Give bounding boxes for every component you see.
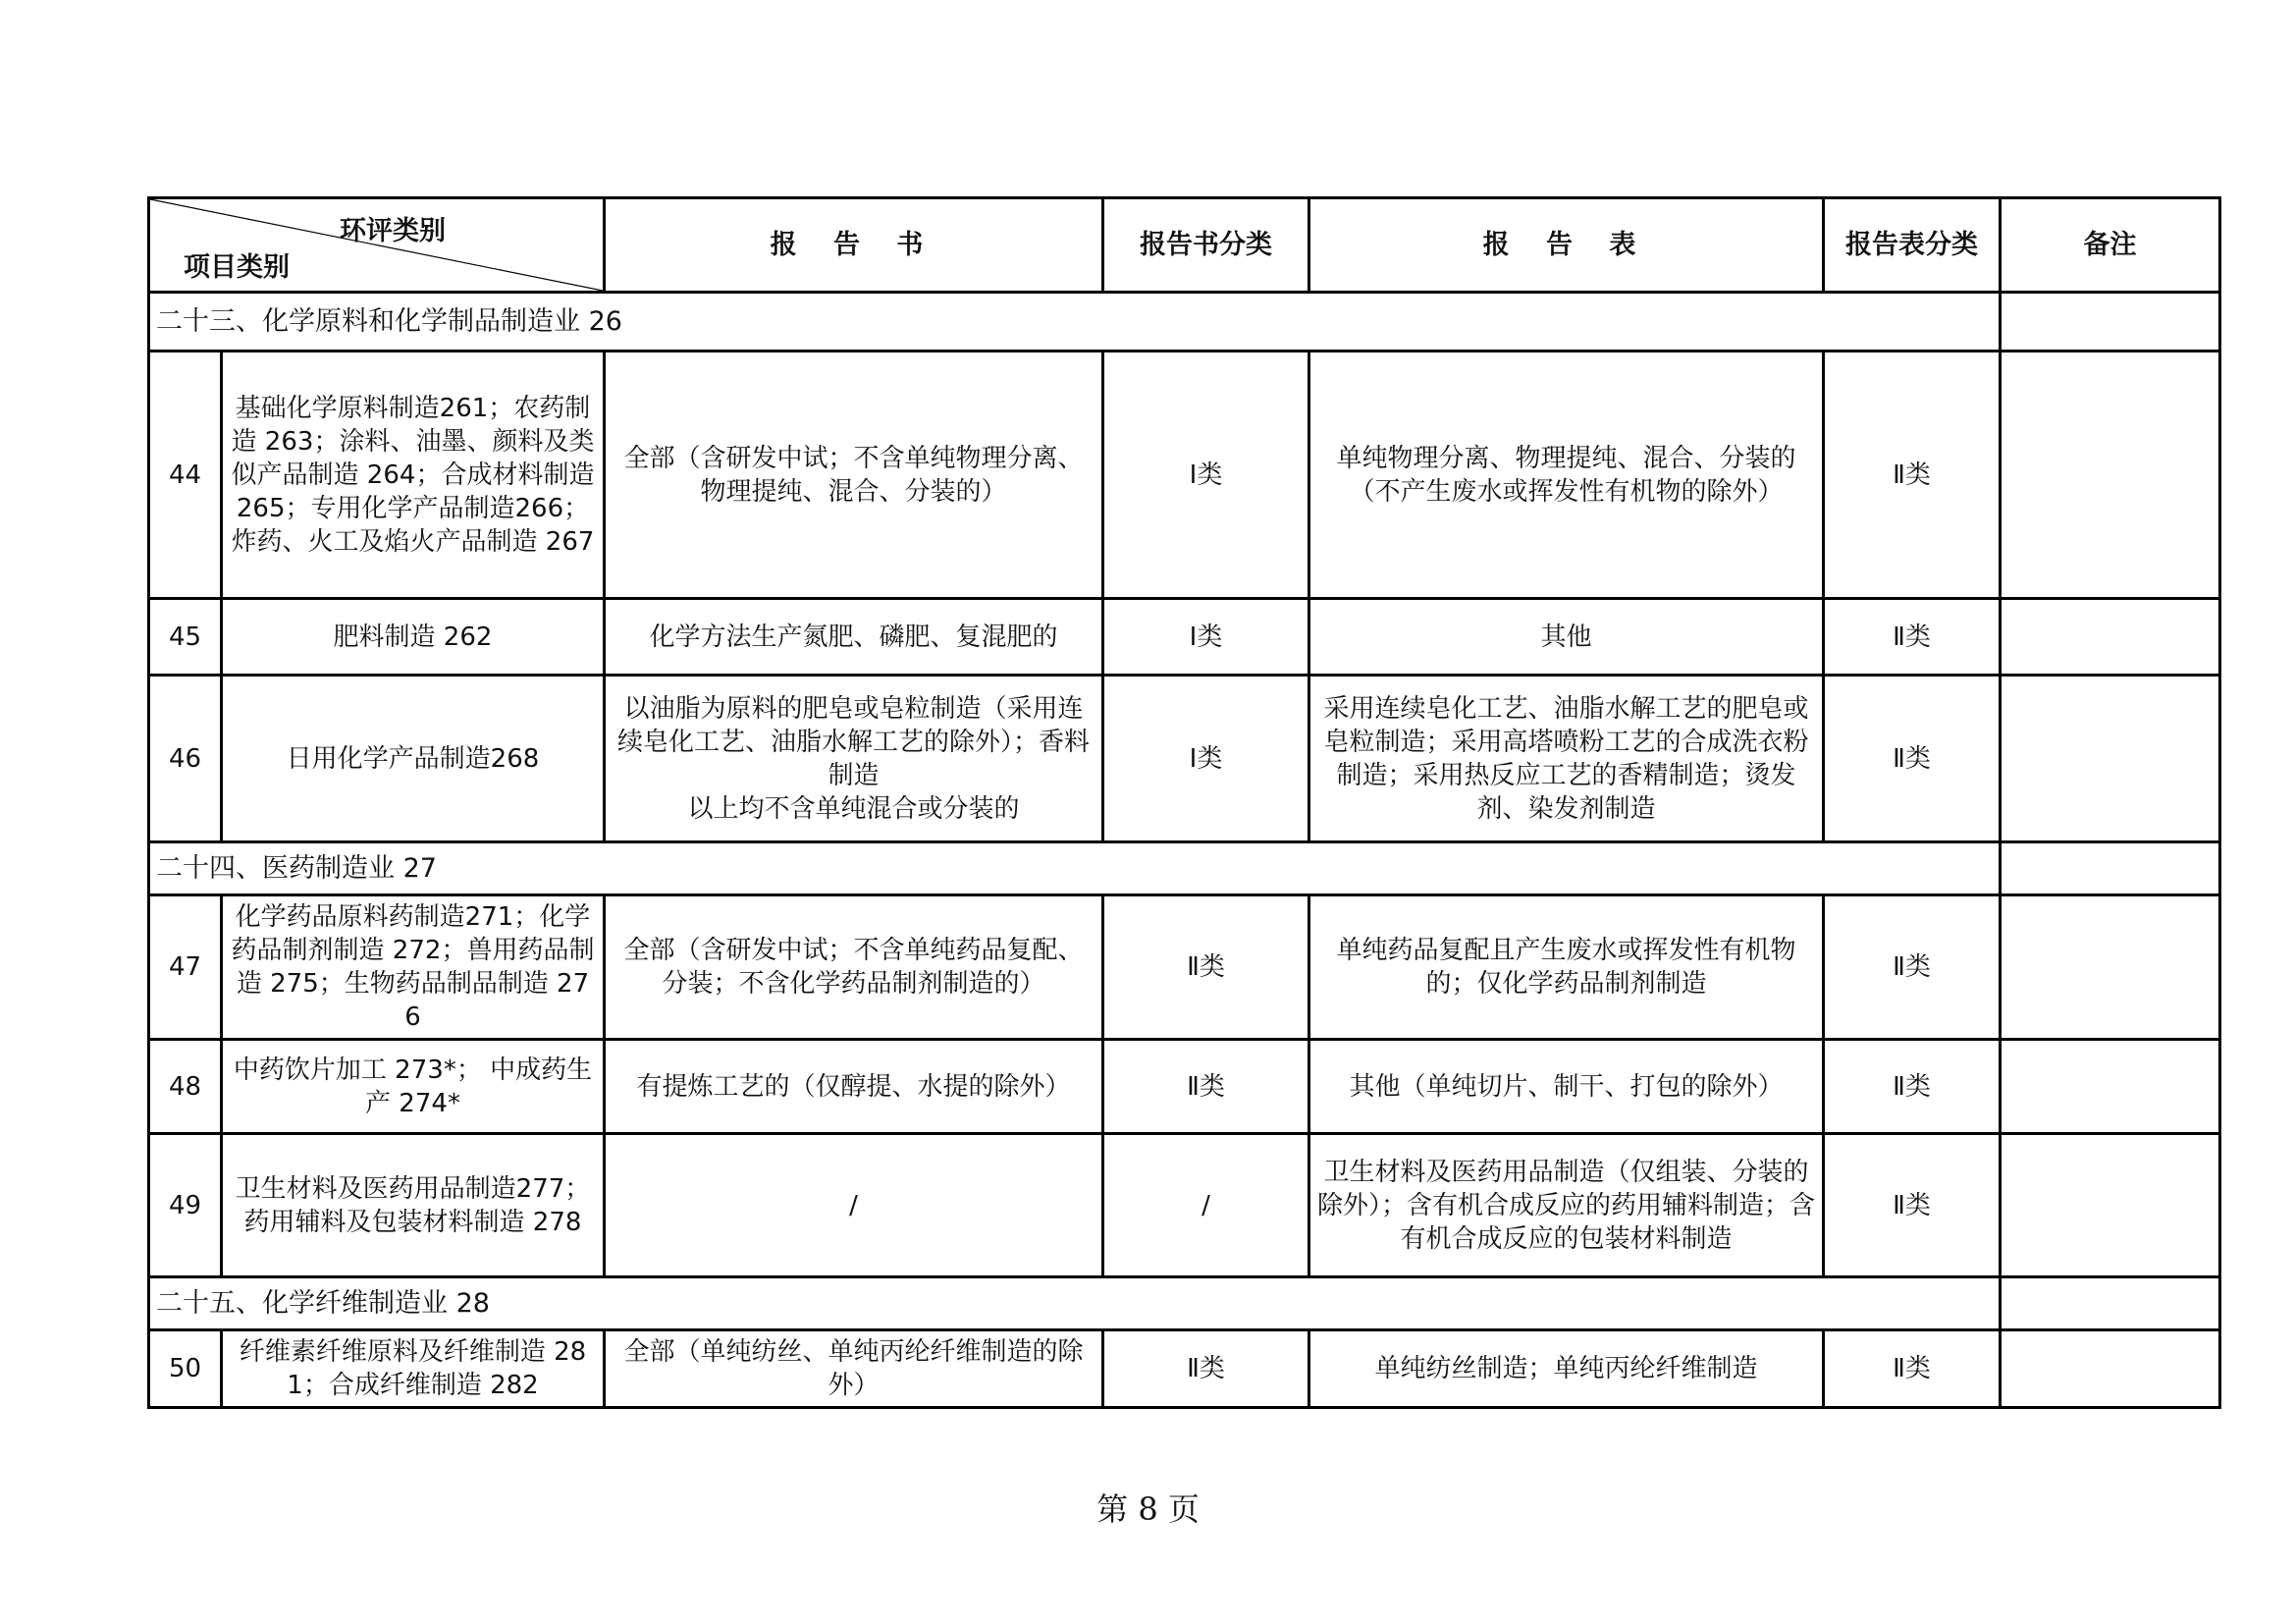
row-number: 48 — [149, 1040, 222, 1134]
report-table-class: Ⅱ类 — [1824, 1040, 2001, 1134]
page-number: 第 8 页 — [1096, 1490, 1200, 1528]
section-row — [149, 1277, 2220, 1330]
header-report-table: 报 告 表 — [1309, 198, 1824, 293]
report-book: 全部（含研发中试；不含单纯物理分离、物理提纯、混合、分装的） — [605, 352, 1103, 599]
remark — [2001, 1134, 2220, 1277]
row-number: 49 — [149, 1134, 222, 1277]
header-report-book: 报 告 书 — [605, 198, 1103, 293]
section-remark — [2001, 293, 2220, 352]
project-category: 纤维素纤维原料及纤维制造 281；合成纤维制造 282 — [222, 1330, 605, 1408]
remark — [2001, 1330, 2220, 1408]
report-table: 卫生材料及医药用品制造（仅组装、分装的除外）；含有机合成反应的药用辅料制造；含有机合成反应的包装材料制造 — [1309, 1134, 1824, 1277]
report-book-class: Ⅰ类 — [1103, 352, 1309, 599]
report-table-class: Ⅱ类 — [1824, 676, 2001, 842]
remark — [2001, 676, 2220, 842]
report-table: 采用连续皂化工艺、油脂水解工艺的肥皂或皂粒制造；采用高塔喷粉工艺的合成洗衣粉制造；采用热反应工艺的香精制造；烫发剂、染发剂制造 — [1309, 676, 1824, 842]
table-row — [149, 1040, 2220, 1134]
header-row — [149, 198, 2220, 293]
section-remark — [2001, 842, 2220, 895]
report-book-class: Ⅱ类 — [1103, 1330, 1309, 1408]
section-title: 二十五、化学纤维制造业 28 — [149, 1277, 2001, 1330]
report-book-class: Ⅰ类 — [1103, 676, 1309, 842]
remark — [2001, 1040, 2220, 1134]
report-table-class: Ⅱ类 — [1824, 1330, 2001, 1408]
header-report-book-class: 报告书分类 — [1103, 198, 1309, 293]
table-row — [149, 352, 2220, 599]
report-book-class: / — [1103, 1134, 1309, 1277]
header-remark: 备注 — [2001, 198, 2220, 293]
report-table: 单纯物理分离、物理提纯、混合、分装的（不产生废水或挥发性有机物的除外） — [1309, 352, 1824, 599]
report-book: 全部（单纯纺丝、单纯丙纶纤维制造的除外） — [605, 1330, 1103, 1408]
table-row — [149, 676, 2220, 842]
report-book-class: Ⅱ类 — [1103, 895, 1309, 1040]
report-table: 其他 — [1309, 599, 1824, 676]
report-table-class: Ⅱ类 — [1824, 599, 2001, 676]
report-book: 有提炼工艺的（仅醇提、水提的除外） — [605, 1040, 1103, 1134]
remark — [2001, 895, 2220, 1040]
report-book: 全部（含研发中试；不含单纯药品复配、分装；不含化学药品制剂制造的） — [605, 895, 1103, 1040]
header-eia-category: 环评类别 — [340, 216, 446, 246]
project-category: 肥料制造 262 — [222, 599, 605, 676]
row-number: 50 — [149, 1330, 222, 1408]
section-title: 二十四、医药制造业 27 — [149, 842, 2001, 895]
section-title: 二十三、化学原料和化学制品制造业 26 — [149, 293, 2001, 352]
report-book: 化学方法生产氮肥、磷肥、复混肥的 — [605, 599, 1103, 676]
diagonal-header-cell — [149, 198, 605, 293]
report-book: / — [605, 1134, 1103, 1277]
report-table: 其他（单纯切片、制干、打包的除外） — [1309, 1040, 1824, 1134]
remark — [2001, 352, 2220, 599]
report-table-class: Ⅱ类 — [1824, 895, 2001, 1040]
classification-table — [147, 196, 2221, 1409]
table-row — [149, 1134, 2220, 1277]
report-table: 单纯纺丝制造；单纯丙纶纤维制造 — [1309, 1330, 1824, 1408]
header-report-table-class: 报告表分类 — [1824, 198, 2001, 293]
report-book: 以油脂为原料的肥皂或皂粒制造（采用连续皂化工艺、油脂水解工艺的除外）；香料制造 以上均不含单纯混合或分装的 — [605, 676, 1103, 842]
project-category: 中药饮片加工 273*； 中成药生产 274* — [222, 1040, 605, 1134]
table-row — [149, 1330, 2220, 1408]
project-category: 卫生材料及医药用品制造277；药用辅料及包装材料制造 278 — [222, 1134, 605, 1277]
report-book-class: Ⅱ类 — [1103, 1040, 1309, 1134]
project-category: 化学药品原料药制造271；化学药品制剂制造 272；兽用药品制造 275；生物药品制品制造 276 — [222, 895, 605, 1040]
report-table: 单纯药品复配且产生废水或挥发性有机物的；仅化学药品制剂制造 — [1309, 895, 1824, 1040]
project-category: 基础化学原料制造261；农药制造 263；涂料、油墨、颜料及类似产品制造 264；合成材料制造 265；专用化学产品制造266；炸药、火工及焰火产品制造 267 — [222, 352, 605, 599]
section-row — [149, 293, 2220, 352]
row-number: 47 — [149, 895, 222, 1040]
report-table-class: Ⅱ类 — [1824, 1134, 2001, 1277]
remark — [2001, 599, 2220, 676]
header-project-category: 项目类别 — [184, 252, 290, 283]
report-table-class: Ⅱ类 — [1824, 352, 2001, 599]
row-number: 44 — [149, 352, 222, 599]
section-remark — [2001, 1277, 2220, 1330]
table-row — [149, 895, 2220, 1040]
report-book-class: Ⅰ类 — [1103, 599, 1309, 676]
row-number: 45 — [149, 599, 222, 676]
section-row — [149, 842, 2220, 895]
table-row — [149, 599, 2220, 676]
row-number: 46 — [149, 676, 222, 842]
project-category: 日用化学产品制造268 — [222, 676, 605, 842]
